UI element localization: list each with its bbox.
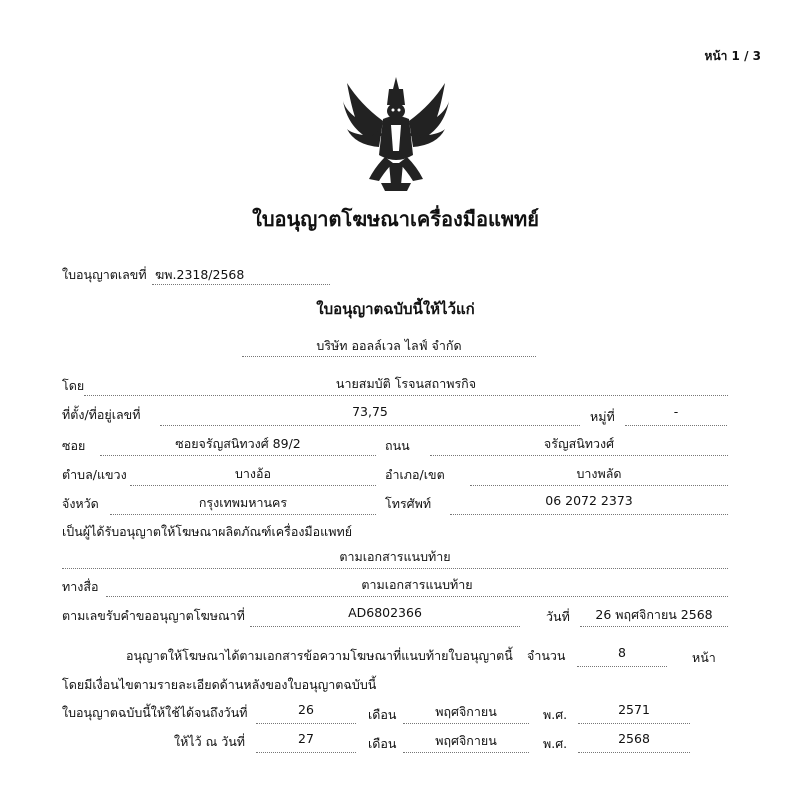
soi-label: ซอย [62, 438, 86, 453]
valid-year-value: 2571 [618, 702, 650, 717]
request-date-line [580, 626, 728, 627]
request-date-value: 26 พฤศจิกายน 2568 [595, 607, 713, 622]
province-value: กรุงเทพมหานคร [198, 495, 288, 510]
province-label: จังหวัด [62, 496, 99, 511]
pages-value: 8 [618, 645, 626, 660]
product-label: เป็นผู้ได้รับอนุญาตให้โฆษณาผลิตภัณฑ์เครื่องมือแพทย์ [62, 524, 353, 539]
province-line [110, 514, 376, 515]
subdistrict-label: ตำบล/แขวง [62, 467, 127, 482]
by-label: โดย [62, 378, 85, 393]
valid-year-label: พ.ศ. [543, 707, 568, 722]
valid-year-line [578, 723, 690, 724]
issued-on-label: ให้ไว้ ณ วันที่ [174, 734, 245, 749]
phone-value: 06 2072 2373 [545, 493, 633, 508]
pages-unit: หน้า [692, 650, 716, 665]
channel-label: ทางสื่อ [62, 579, 99, 594]
approval-text: อนุญาตให้โฆษณาได้ตามเอกสารข้อความโฆษณาที่แนบท้ายใบอนุญาตนี้ [126, 648, 513, 663]
issued-month-label: เดือน [368, 736, 397, 751]
issued-month-value: พฤศจิกายน [435, 733, 497, 748]
soi-value: ซอยจรัญสนิทวงศ์ 89/2 [175, 436, 301, 451]
road-line [430, 455, 728, 456]
district-label: อำเภอ/เขต [385, 467, 445, 482]
phone-label: โทรศัพท์ [385, 496, 432, 511]
valid-month-label: เดือน [368, 707, 397, 722]
by-value: นายสมบัติ โรจนสถาพรกิจ [335, 376, 477, 391]
soi-line [100, 455, 376, 456]
address-line [160, 425, 580, 426]
company-name: บริษัท ออลล์เวล ไลฟ์ จำกัด [316, 338, 462, 353]
district-value: บางพลัด [576, 466, 622, 481]
issued-year-value: 2568 [618, 731, 650, 746]
product-line [62, 568, 728, 569]
issued-year-label: พ.ศ. [543, 736, 568, 751]
address-label: ที่ตั้ง/ที่อยู่เลขที่ [62, 407, 141, 422]
license-no-label: ใบอนุญาตเลขที่ [62, 267, 147, 282]
moo-line [625, 425, 727, 426]
garuda-emblem-icon [341, 75, 451, 195]
pages-line [577, 666, 667, 667]
valid-day-value: 26 [298, 702, 314, 717]
valid-month-value: พฤศจิกายน [435, 704, 497, 719]
moo-value: - [673, 404, 679, 419]
request-no-value: AD6802366 [348, 605, 422, 620]
issued-day-value: 27 [298, 731, 314, 746]
channel-line [106, 596, 728, 597]
subdistrict-line [130, 485, 376, 486]
license-no-value: ฆพ.2318/2568 [155, 267, 245, 282]
channel-value: ตามเอกสารแนบท้าย [361, 577, 473, 592]
request-no-label: ตามเลขรับคำขออนุญาตโฆษณาที่ [62, 608, 245, 623]
company-line [242, 356, 536, 357]
issued-month-line [403, 752, 529, 753]
issued-day-line [256, 752, 356, 753]
by-line [84, 395, 728, 396]
conditions-text: โดยมีเงื่อนไขตามรายละเอียดด้านหลังของใบอนุญาตฉบับนี้ [62, 677, 377, 692]
address-value: 73,75 [352, 404, 388, 419]
request-no-line [250, 626, 520, 627]
request-date-label: วันที่ [546, 609, 570, 624]
valid-month-line [403, 723, 529, 724]
phone-line [450, 514, 728, 515]
issued-to-heading: ใบอนุญาตฉบับนี้ให้ไว้แก่ [316, 300, 475, 318]
license-no-line [152, 284, 330, 285]
district-line [470, 485, 728, 486]
moo-label: หมู่ที่ [590, 409, 615, 424]
valid-day-line [256, 723, 356, 724]
page-number: หน้า 1 / 3 [704, 49, 761, 63]
valid-until-label: ใบอนุญาตฉบับนี้ให้ใช้ได้จนถึงวันที่ [62, 705, 248, 720]
issued-year-line [578, 752, 690, 753]
road-label: ถนน [385, 438, 410, 453]
pages-label: จำนวน [527, 648, 566, 663]
document-title: ใบอนุญาตโฆษณาเครื่องมือแพทย์ [252, 207, 539, 231]
road-value: จรัญสนิทวงศ์ [543, 436, 615, 451]
subdistrict-value: บางอ้อ [234, 466, 272, 481]
product-value: ตามเอกสารแนบท้าย [339, 549, 451, 564]
